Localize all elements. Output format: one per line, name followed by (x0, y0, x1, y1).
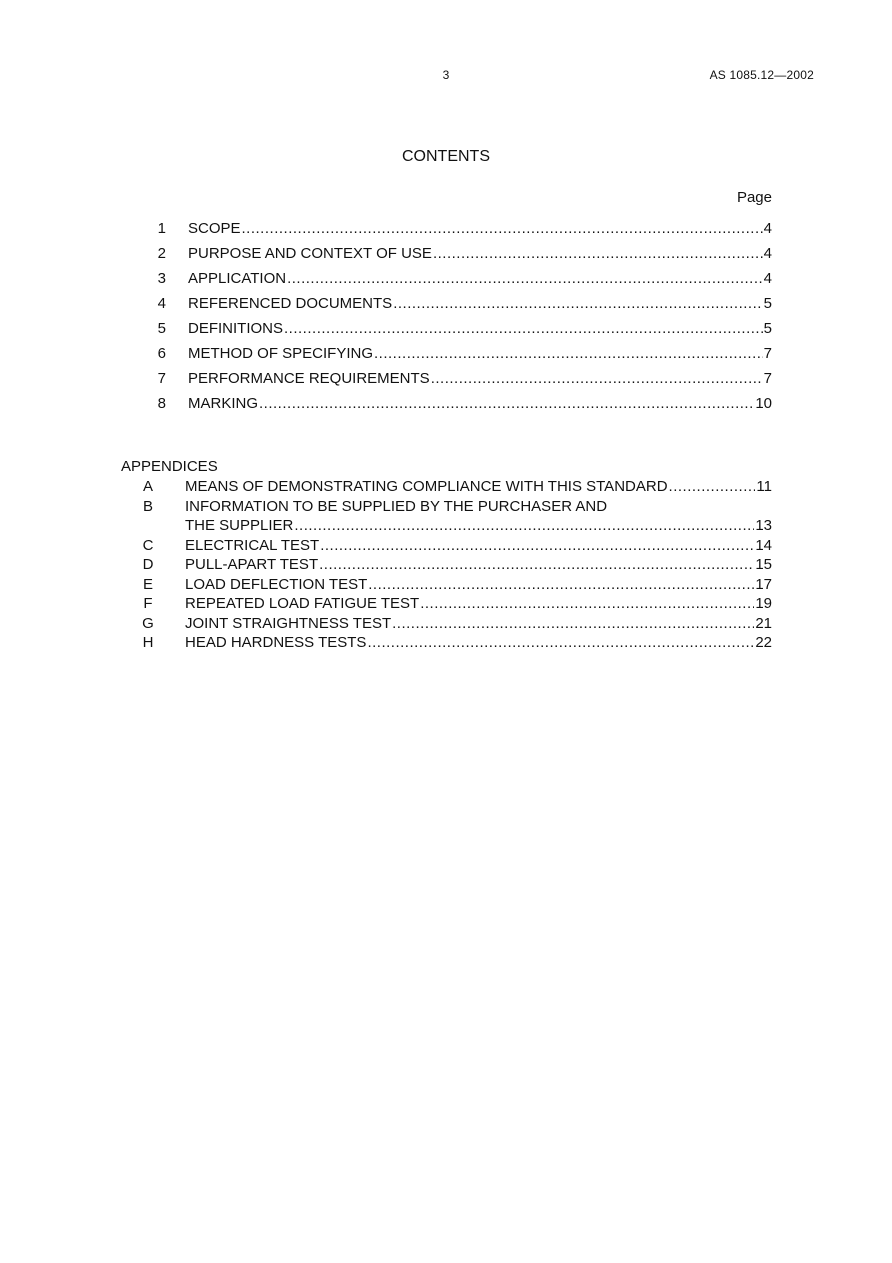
toc-link[interactable] (185, 555, 772, 575)
page-number: 3 (442, 68, 450, 82)
dot-leader (393, 295, 762, 313)
toc-link[interactable] (188, 295, 772, 313)
toc-link[interactable] (185, 633, 772, 653)
document-id: AS 1085.12—2002 (709, 68, 814, 82)
section-page: 4 (763, 270, 772, 287)
section-page: 10 (755, 395, 772, 412)
section-number: 7 (157, 370, 166, 387)
toc-link[interactable] (185, 575, 772, 595)
toc-entry-appendix-h[interactable] (140, 633, 772, 653)
toc-entry-section-5[interactable] (140, 313, 772, 338)
toc-entry-appendix-a[interactable] (140, 477, 772, 497)
section-page: 4 (763, 220, 772, 237)
dot-leader (431, 370, 763, 388)
section-number: 6 (157, 345, 166, 362)
appendix-letter: B (142, 497, 153, 515)
appendix-page: 14 (755, 536, 772, 554)
toc-link[interactable] (188, 220, 772, 238)
appendix-title: THE SUPPLIER (185, 517, 294, 534)
toc-link[interactable] (185, 614, 772, 634)
dot-leader (287, 270, 763, 288)
toc-entry-appendix-d[interactable] (140, 555, 772, 575)
appendix-title: LOAD DEFLECTION TEST (185, 575, 368, 593)
section-number: 5 (157, 320, 166, 337)
dot-leader (242, 220, 763, 238)
toc-link[interactable] (185, 594, 772, 614)
dot-leader (420, 594, 754, 614)
appendix-title: REPEATED LOAD FATIGUE TEST (185, 595, 420, 612)
dot-leader (259, 395, 754, 413)
toc-link[interactable] (188, 245, 772, 263)
appendix-letter: D (142, 556, 154, 573)
toc-entry-section-7[interactable] (140, 363, 772, 388)
dot-leader (284, 320, 763, 338)
section-title: PURPOSE AND CONTEXT OF USE (188, 245, 432, 262)
section-title: DEFINITIONS (188, 320, 284, 337)
toc-entry-section-4[interactable] (140, 288, 772, 313)
toc-entry-section-8[interactable] (140, 388, 772, 413)
section-page: 5 (763, 295, 772, 312)
section-page: 7 (763, 370, 772, 387)
appendix-page: 22 (755, 634, 772, 651)
dot-leader (319, 555, 754, 575)
dot-leader (368, 575, 754, 595)
appendix-page: 13 (755, 517, 772, 534)
page-column-label: Page (736, 189, 772, 206)
section-list (140, 213, 772, 413)
appendix-title-line1: INFORMATION TO BE SUPPLIED BY THE PURCHASER AND (185, 497, 608, 515)
dot-leader (669, 477, 756, 497)
toc-link[interactable] (188, 370, 772, 388)
dot-leader (433, 245, 763, 263)
toc-entry-section-2[interactable] (140, 238, 772, 263)
section-number: 2 (157, 245, 166, 262)
contents-title: CONTENTS (402, 148, 490, 165)
dot-leader (392, 614, 754, 634)
appendix-page: 11 (756, 478, 772, 495)
toc-link[interactable] (185, 516, 772, 536)
toc-link[interactable] (185, 477, 772, 497)
dot-leader (367, 633, 754, 653)
section-title: METHOD OF SPECIFYING (188, 345, 374, 362)
section-title: PERFORMANCE REQUIREMENTS (188, 370, 430, 387)
section-number: 4 (157, 295, 166, 312)
appendices-heading: APPENDICES (121, 458, 218, 475)
toc-link[interactable] (188, 320, 772, 338)
appendix-entry-body (185, 497, 772, 536)
appendix-title: JOINT STRAIGHTNESS TEST (185, 614, 392, 632)
dot-leader (374, 345, 763, 363)
toc-entry-appendix-c[interactable] (140, 536, 772, 556)
section-number: 8 (157, 395, 166, 412)
appendix-letter: C (142, 536, 154, 554)
toc-entry-section-3[interactable] (140, 263, 772, 288)
appendix-letter: E (142, 575, 153, 593)
appendix-title: HEAD HARDNESS TESTS (185, 634, 367, 651)
appendix-page: 19 (755, 595, 772, 612)
toc-link[interactable] (185, 536, 772, 556)
toc-entry-appendix-e[interactable] (140, 575, 772, 595)
appendix-title: PULL-APART TEST (185, 556, 319, 573)
section-number: 3 (157, 270, 166, 287)
dot-leader (294, 516, 754, 536)
appendix-letter: H (142, 634, 154, 651)
section-number: 1 (157, 220, 166, 237)
appendix-letter: G (142, 614, 154, 632)
appendix-title: MEANS OF DEMONSTRATING COMPLIANCE WITH THIS STANDARD (185, 478, 668, 495)
section-page: 7 (763, 345, 772, 362)
section-title: APPLICATION (188, 270, 287, 287)
appendix-page: 15 (755, 556, 772, 573)
appendix-list (140, 477, 772, 653)
toc-link[interactable] (188, 395, 772, 413)
toc-entry-appendix-b[interactable] (140, 497, 772, 536)
toc-entry-section-6[interactable] (140, 338, 772, 363)
appendix-title: ELECTRICAL TEST (185, 536, 320, 554)
appendix-page: 21 (755, 614, 772, 632)
toc-link[interactable] (188, 270, 772, 288)
toc-entry-appendix-g[interactable] (140, 614, 772, 634)
toc-entry-section-1[interactable] (140, 213, 772, 238)
section-page: 4 (763, 245, 772, 262)
dot-leader (320, 536, 754, 556)
appendix-letter: A (142, 478, 153, 495)
appendix-page: 17 (755, 575, 772, 593)
section-title: SCOPE (188, 220, 241, 237)
section-title: REFERENCED DOCUMENTS (188, 295, 393, 312)
toc-link[interactable] (188, 345, 772, 363)
section-page: 5 (763, 320, 772, 337)
section-title: MARKING (188, 395, 259, 412)
toc-entry-appendix-f[interactable] (140, 594, 772, 614)
appendix-letter: F (143, 595, 153, 612)
